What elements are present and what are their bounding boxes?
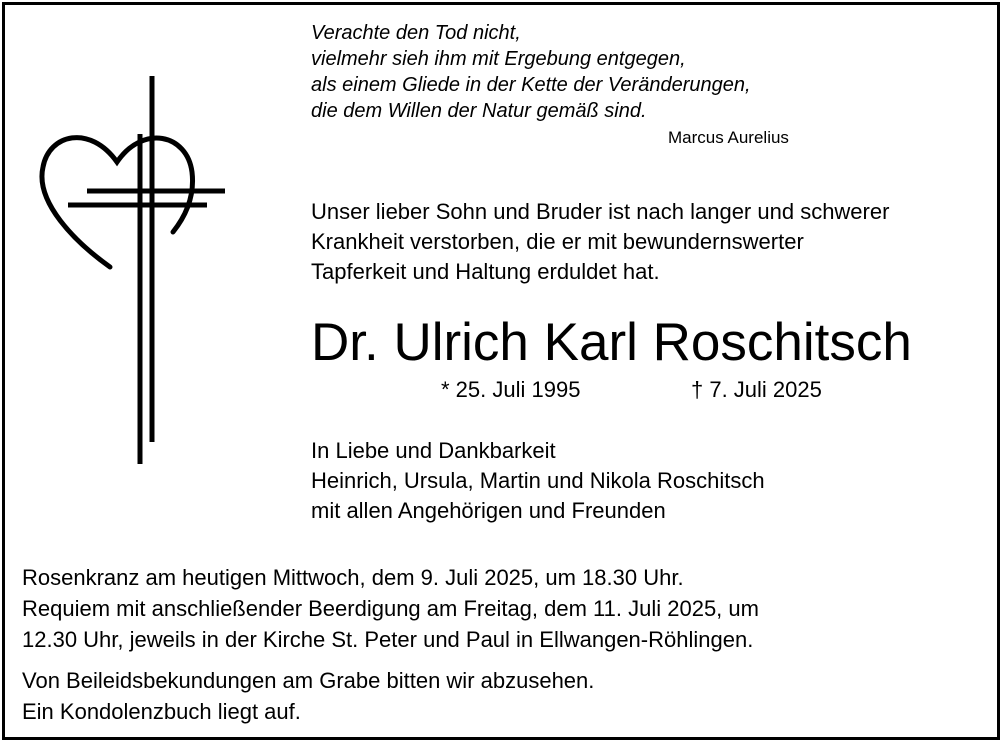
quote-line: vielmehr sieh ihm mit Ergebung entgegen, [311,48,686,70]
family-line: mit allen Angehörigen und Freunden [311,498,666,523]
quote-author: Marcus Aurelius [668,128,789,147]
quote-line: Verachte den Tod nicht, [311,22,521,44]
birth-date: * 25. Juli 1995 [441,377,581,402]
heart-outline [42,138,193,267]
quote-line: als einem Gliede in der Kette der Veränderungen, [311,74,751,96]
deceased-name: Dr. Ulrich Karl Roschitsch [311,313,912,372]
closing-line: Von Beileidsbekundungen am Grabe bitten wir abzusehen. [22,668,595,693]
intro-text [311,197,889,287]
family-line: In Liebe und Dankbarkeit [311,438,556,463]
services-block [22,562,759,655]
family-line: Heinrich, Ursula, Martin und Nikola Roschitsch [311,468,765,493]
quote-block [311,20,831,124]
services-line: 12.30 Uhr, jeweils in der Kirche St. Peter und Paul in Ellwangen-Röhlingen. [22,627,754,652]
closing-block [22,665,594,727]
quote-line: die dem Willen der Natur gemäß sind. [311,100,647,122]
intro-line: Krankheit verstorben, die er mit bewundernswerter [311,229,804,254]
services-line: Requiem mit anschließender Beerdigung am Freitag, dem 11. Juli 2025, um [22,596,759,621]
intro-line: Tapferkeit und Haltung erduldet hat. [311,259,660,284]
heart-cross-icon [35,72,235,472]
death-date: † 7. Juli 2025 [691,377,822,402]
family-block [311,436,765,526]
intro-line: Unser lieber Sohn und Bruder ist nach langer und schwerer [311,199,890,224]
closing-line: Ein Kondolenzbuch liegt auf. [22,699,301,724]
services-line: Rosenkranz am heutigen Mittwoch, dem 9. Juli 2025, um 18.30 Uhr. [22,565,684,590]
